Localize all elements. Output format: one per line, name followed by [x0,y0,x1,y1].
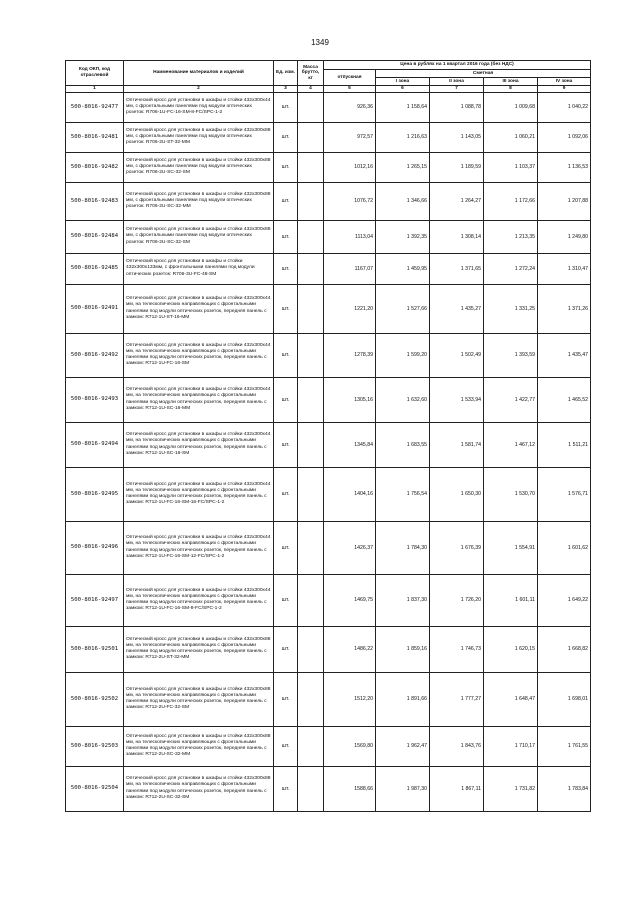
cell-name: Оптический кросс для установки в шкафы и стойки 432x300x88 мм, с фронтальными панелями под модули оптических розеток: R706-2U-SC-32-SM [124,152,274,182]
cell-release-price: 972,57 [324,122,376,152]
cell-zone2-price: 1 533,94 [430,377,484,422]
cell-zone4-price: 1 465,52 [538,377,591,422]
column-number: 2 [124,86,274,93]
cell-mass [298,467,324,521]
cell-zone2-price: 1 308,14 [430,220,484,253]
cell-name: Оптический кросс для установки в шкафы и стойки 432x300x44 мм, на телескопических направляющих с фронтальными панелями под модули оптических розеток, передняя панель с замком: R712-1U-FC-16-SM [124,333,274,377]
cell-mass [298,521,324,574]
cell-zone3-price: 1 554,91 [484,521,538,574]
cell-zone3-price: 1 393,59 [484,333,538,377]
cell-zone1-price: 1 891,66 [376,672,430,726]
cell-release-price: 926,36 [324,92,376,122]
cell-zone3-price: 1 213,35 [484,220,538,253]
cell-unit: шт. [274,253,298,284]
header-zone4: IV зона [538,78,591,86]
cell-unit: шт. [274,726,298,766]
column-number: 9 [538,86,591,93]
cell-mass [298,182,324,220]
header-zone1: I зона [376,78,430,86]
cell-code: 500-8016-92497 [66,574,124,626]
cell-zone1-price: 1 987,30 [376,766,430,811]
cell-zone4-price: 1 511,21 [538,422,591,467]
cell-mass [298,766,324,811]
cell-zone3-price: 1 060,21 [484,122,538,152]
table-row [66,672,591,726]
cell-zone1-price: 1 962,47 [376,726,430,766]
cell-unit: шт. [274,284,298,333]
table-row [66,152,591,182]
table-row [66,574,591,626]
cell-zone3-price: 1 272,24 [484,253,538,284]
cell-name: Оптический кросс для установки в шкафы и стойки 432x300x44 мм, на телескопических направляющих с фронтальными панелями под модули оптических розеток, передняя панель с замком: R712-1U-FC-16-SM-8-FC/SPC-1-2 [124,574,274,626]
cell-zone2-price: 1 088,78 [430,92,484,122]
cell-zone1-price: 1 392,35 [376,220,430,253]
cell-name: Оптический кросс для установки в шкафы и стойки 432x300x88 мм, с фронтальными панелями под модули оптических розеток: R706-2U-SC-32-SM [124,220,274,253]
cell-zone1-price: 1 632,60 [376,377,430,422]
cell-release-price: 1512,20 [324,672,376,726]
cell-zone3-price: 1 601,11 [484,574,538,626]
cell-zone2-price: 1 650,30 [430,467,484,521]
cell-zone3-price: 1 620,15 [484,626,538,672]
header-unit: Ед. изм. [274,61,298,86]
cell-zone4-price: 1 136,53 [538,152,591,182]
cell-release-price: 1278,39 [324,333,376,377]
cell-zone4-price: 1 249,80 [538,220,591,253]
cell-zone3-price: 1 530,70 [484,467,538,521]
cell-name: Оптический кросс для установки в шкафы и стойки 432x300x88 мм, на телескопических направляющих с фронтальными панелями под модули оптических розеток, передняя панель с замком: R712-2U-SC-32-MM [124,726,274,766]
cell-zone4-price: 1 435,47 [538,333,591,377]
table-row [66,284,591,333]
cell-name: Оптический кросс для установки в шкафы и стойки 432x300x88 мм, с фронтальными панелями под модули оптических розеток: R706-2U-SC-32-MM [124,182,274,220]
cell-unit: шт. [274,766,298,811]
cell-zone2-price: 1 264,27 [430,182,484,220]
table-row [66,92,591,122]
cell-name: Оптический кросс для установки в шкафы и стойки 432x300x88 мм, с фронтальными панелями под модули оптических розеток: R706-2U-ST-32-MM [124,122,274,152]
cell-zone3-price: 1 731,82 [484,766,538,811]
cell-code: 500-8016-92503 [66,726,124,766]
cell-zone3-price: 1 648,47 [484,672,538,726]
cell-unit: шт. [274,182,298,220]
cell-zone2-price: 1 777,27 [430,672,484,726]
cell-mass [298,284,324,333]
cell-code: 500-8016-92502 [66,672,124,726]
cell-code: 500-8016-92485 [66,253,124,284]
page-number: 1349 [311,38,329,47]
table-row [66,766,591,811]
table-row [66,422,591,467]
cell-name: Оптический кросс для установки в шкафы и стойки 432x300x88 мм, на телескопических направляющих с фронтальными панелями под модули оптических розеток, передняя панель с замком: R712-2U-ST-32-MM [124,626,274,672]
cell-code: 500-8016-92481 [66,122,124,152]
cell-zone3-price: 1 331,25 [484,284,538,333]
cell-zone4-price: 1 207,88 [538,182,591,220]
cell-zone2-price: 1 189,59 [430,152,484,182]
column-number: 3 [274,86,298,93]
table-row [66,122,591,152]
table-row [66,626,591,672]
cell-zone2-price: 1 143,05 [430,122,484,152]
cell-name: Оптический кросс для установки в шкафы и стойки 432x300x44 мм, на телескопических направляющих с фронтальными панелями под модули оптических розеток, передняя панель с замком: R712-1U-SC-16-MM [124,377,274,422]
cell-name: Оптический кросс для установки в шкафы и стойки 432x300x44 мм, на телескопических направляющих с фронтальными панелями под модули оптических розеток, передняя панель с замком: R712-1U-FC-16-SM-16-FC/SPC-1-2 [124,467,274,521]
cell-zone4-price: 1 668,82 [538,626,591,672]
cell-code: 500-8016-92495 [66,467,124,521]
cell-name: Оптический кросс для установки в шкафы и стойки 432x300x44 мм, с фронтальными панелями под модули оптических розеток: R706-1U-FC-16-SM-8-FC/SPC-1-2 [124,92,274,122]
cell-zone1-price: 1 756,54 [376,467,430,521]
cell-zone2-price: 1 746,73 [430,626,484,672]
cell-zone2-price: 1 676,39 [430,521,484,574]
cell-unit: шт. [274,377,298,422]
table-row [66,726,591,766]
header-zone2: II зона [430,78,484,86]
cell-unit: шт. [274,333,298,377]
cell-name: Оптический кросс для установки в шкафы и стойки 432x300x44 мм, на телескопических направляющих с фронтальными панелями под модули оптических розеток, передняя панель с замком: R712-1U-FC-16-SM-12-FC/SPC-1-2 [124,521,274,574]
cell-zone1-price: 1 859,16 [376,626,430,672]
header-price-group: Цена в рублях на 1 квартал 2016 года (без НДС) [324,61,591,70]
cell-release-price: 1167,07 [324,253,376,284]
cell-code: 500-8016-92484 [66,220,124,253]
cell-mass [298,672,324,726]
table-row [66,521,591,574]
header-estimate: Сметная [376,70,591,78]
cell-zone4-price: 1 649,22 [538,574,591,626]
cell-zone1-price: 1 527,66 [376,284,430,333]
cell-unit: шт. [274,521,298,574]
table-body [66,92,591,811]
cell-code: 500-8016-92483 [66,182,124,220]
cell-mass [298,574,324,626]
cell-zone4-price: 1 040,22 [538,92,591,122]
header-code: Код ОКП, код отраслевой [66,61,124,86]
table-row [66,182,591,220]
cell-unit: шт. [274,467,298,521]
cell-zone4-price: 1 761,55 [538,726,591,766]
column-number: 4 [298,86,324,93]
cell-zone2-price: 1 867,11 [430,766,484,811]
cell-zone1-price: 1 158,64 [376,92,430,122]
cell-release-price: 1486,22 [324,626,376,672]
cell-zone3-price: 1 172,66 [484,182,538,220]
cell-release-price: 1012,16 [324,152,376,182]
cell-code: 500-8016-92491 [66,284,124,333]
cell-mass [298,152,324,182]
cell-mass [298,333,324,377]
cell-name: Оптический кросс для установки в шкафы и стойки 432x300x88 мм, на телескопических направляющих с фронтальными панелями под модули оптических розеток, передняя панель с замком: R712-2U-SC-32-SM [124,766,274,811]
header-mass: Масса брутто, кг [298,61,324,86]
cell-mass [298,626,324,672]
cell-unit: шт. [274,220,298,253]
column-number: 8 [484,86,538,93]
cell-name: Оптический кросс для установки в шкафы и стойки 432x300x133мм, с фронтальными панелями под модули оптических розеток: R706-3U-FC-48-SM [124,253,274,284]
cell-code: 500-8016-92496 [66,521,124,574]
cell-zone4-price: 1 698,01 [538,672,591,726]
cell-unit: шт. [274,672,298,726]
cell-zone1-price: 1 599,20 [376,333,430,377]
cell-zone3-price: 1 422,77 [484,377,538,422]
cell-unit: шт. [274,574,298,626]
table-row [66,220,591,253]
cell-release-price: 1113,04 [324,220,376,253]
table-row [66,377,591,422]
cell-name: Оптический кросс для установки в шкафы и стойки 432x300x44 мм, на телескопических направляющих с фронтальными панелями под модули оптических розеток, передняя панель с замком: R712-1U-ST-16-MM [124,284,274,333]
table-header [66,61,591,93]
cell-zone2-price: 1 581,74 [430,422,484,467]
cell-mass [298,377,324,422]
column-number: 5 [324,86,376,93]
cell-code: 500-8016-92492 [66,333,124,377]
cell-zone3-price: 1 710,17 [484,726,538,766]
cell-zone1-price: 1 216,63 [376,122,430,152]
cell-zone2-price: 1 435,27 [430,284,484,333]
column-number: 6 [376,86,430,93]
cell-code: 500-8016-92493 [66,377,124,422]
cell-zone2-price: 1 371,65 [430,253,484,284]
cell-unit: шт. [274,626,298,672]
price-table [65,60,591,812]
cell-zone4-price: 1 092,06 [538,122,591,152]
cell-zone1-price: 1 837,30 [376,574,430,626]
cell-name: Оптический кросс для установки в шкафы и стойки 432x300x88 мм, на телескопических направляющих с фронтальными панелями под модули оптических розеток, передняя панель с замком: R712-2U-FC-32-SM [124,672,274,726]
cell-code: 500-8016-92477 [66,92,124,122]
cell-mass [298,422,324,467]
cell-mass [298,92,324,122]
table-row [66,467,591,521]
cell-release-price: 1569,80 [324,726,376,766]
cell-zone4-price: 1 310,47 [538,253,591,284]
column-number: 1 [66,86,124,93]
cell-zone1-price: 1 346,66 [376,182,430,220]
cell-zone4-price: 1 601,62 [538,521,591,574]
cell-release-price: 1221,20 [324,284,376,333]
cell-zone4-price: 1 371,26 [538,284,591,333]
header-zone3: III зона [484,78,538,86]
cell-mass [298,220,324,253]
cell-release-price: 1076,72 [324,182,376,220]
cell-zone3-price: 1 467,12 [484,422,538,467]
cell-zone1-price: 1 683,55 [376,422,430,467]
cell-zone3-price: 1 103,37 [484,152,538,182]
cell-unit: шт. [274,92,298,122]
table-row [66,253,591,284]
cell-code: 500-8016-92482 [66,152,124,182]
cell-unit: шт. [274,152,298,182]
cell-unit: шт. [274,122,298,152]
cell-code: 500-8016-92501 [66,626,124,672]
header-release: отпускная [324,70,376,86]
cell-mass [298,726,324,766]
table-row [66,333,591,377]
cell-zone1-price: 1 265,15 [376,152,430,182]
cell-name: Оптический кросс для установки в шкафы и стойки 432x300x44 мм, на телескопических направляющих с фронтальными панелями под модули оптических розеток, передняя панель с замком: R712-1U-SC-16-SM [124,422,274,467]
cell-code: 500-8016-92494 [66,422,124,467]
cell-release-price: 1305,16 [324,377,376,422]
cell-zone1-price: 1 459,95 [376,253,430,284]
cell-release-price: 1345,84 [324,422,376,467]
cell-mass [298,253,324,284]
cell-zone2-price: 1 502,49 [430,333,484,377]
header-name: Наименование материалов и изделий [124,61,274,86]
cell-zone4-price: 1 783,84 [538,766,591,811]
column-number: 7 [430,86,484,93]
cell-code: 500-8016-92504 [66,766,124,811]
cell-release-price: 1404,16 [324,467,376,521]
cell-zone4-price: 1 576,71 [538,467,591,521]
cell-zone2-price: 1 843,76 [430,726,484,766]
cell-release-price: 1469,75 [324,574,376,626]
cell-release-price: 1588,66 [324,766,376,811]
cell-zone3-price: 1 009,68 [484,92,538,122]
cell-zone1-price: 1 784,30 [376,521,430,574]
cell-zone2-price: 1 726,20 [430,574,484,626]
cell-unit: шт. [274,422,298,467]
cell-release-price: 1426,37 [324,521,376,574]
cell-mass [298,122,324,152]
